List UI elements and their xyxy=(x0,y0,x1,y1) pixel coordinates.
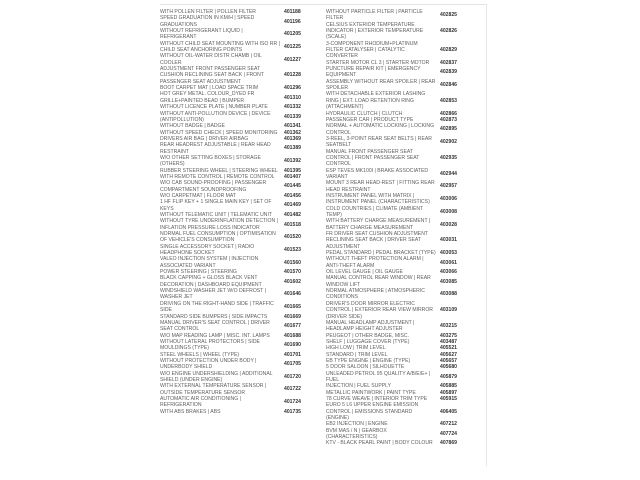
table-row xyxy=(160,275,326,288)
option-description: INSTRUMENT PANEL WITH MATRIX | INSTRUMENT PANEL (CHARACTERISTICS) xyxy=(326,192,430,206)
option-description: BLACK CAPPING + GLOSS BLACK VENT DECORATION | DASHBOARD EQUIPMENT xyxy=(160,275,262,288)
option-description: W/O OTHER SETTING BOXES | STORAGE (OTHERS) xyxy=(160,154,261,168)
table-row xyxy=(326,136,486,149)
option-code: 403487 xyxy=(440,338,457,345)
option-description: METALLIC PAINTWORK | PAINT TYPE xyxy=(326,389,416,396)
option-description: ASSEMBLY WITHOUT REAR SPOILER | REAR SPOILER xyxy=(326,78,436,92)
option-description: HOT GREY METAL. COLOUR_DYED FR GRILLE+PAINTED BEAD | BUMPER xyxy=(160,91,255,104)
option-code: 401560 xyxy=(284,259,301,266)
option-description: WITHOUT BADGE | BADGE xyxy=(160,123,225,130)
option-description: WITHOUT TYRE UNDERINFLATION DETECTION | INFLATION PRESSURE LOSS INDICATOR xyxy=(160,218,278,231)
option-code: 402853 xyxy=(440,97,457,104)
option-code: 403006 xyxy=(440,196,457,203)
option-code: 401646 xyxy=(284,291,301,298)
option-code: 401735 xyxy=(284,408,301,415)
option-description: 3-COMPONENT RHODIUM+PLATINUM FILTER CATALYSER | CATALYTIC CONVERTER xyxy=(326,40,418,60)
option-code: 401296 xyxy=(284,85,301,92)
option-code: 401188 xyxy=(284,9,301,15)
option-code: 401227 xyxy=(284,56,301,63)
left-column-group xyxy=(160,9,326,415)
option-description: WITHOUT LATERAL PROTECTORS | SIDE MOULDINGS (TYPE) xyxy=(160,338,260,352)
option-code: 401690 xyxy=(284,342,301,349)
table-row xyxy=(160,409,326,415)
table-row xyxy=(160,288,326,301)
option-code: 402944 xyxy=(440,170,457,177)
option-description: REAR HEADREST ADJUSTABLE | REAR HEAD RESTRAINT xyxy=(160,142,271,155)
option-code: 401362 xyxy=(284,129,301,136)
option-description: WITH REMOTE CONTROL | REMOTE CONTROL xyxy=(160,173,275,180)
option-description: WINDSHIELD WASHER JET W/O DEFROST | WASHER JET xyxy=(160,288,266,301)
table-row xyxy=(326,440,486,446)
table-row xyxy=(160,155,326,168)
option-code: 403109 xyxy=(440,307,457,314)
option-code: 403215 xyxy=(440,323,457,330)
table-row xyxy=(326,231,486,250)
option-description: 5 DOOR SALOON | SILHOUETTE xyxy=(326,364,405,371)
option-description: WITHOUT LICENCE PLATE | NUMBER PLATE xyxy=(160,104,268,111)
table-row xyxy=(326,402,486,421)
option-code: 402895 xyxy=(440,126,457,133)
option-description: MANUAL FRONT PASSENGER SEAT CONTROL | FRONT PASSENGER SEAT CONTROL xyxy=(326,148,420,168)
option-description: WITHOUT ANTI-POLLUTION DEVICE | DEVICE (ANTIPOLLUTION) xyxy=(160,110,271,123)
option-description: WITH EXTERNAL TEMPERATURE SENSOR | OUTSIDE TEMPERATURE SENSOR xyxy=(160,383,267,396)
table-row xyxy=(160,53,326,66)
option-description: POWER STEERING | STEERING xyxy=(160,269,237,276)
option-code: 402873 xyxy=(440,116,457,123)
option-code: 401665 xyxy=(284,303,301,310)
option-code: 403088 xyxy=(440,291,457,298)
option-description: STARTER MOTOR CL 3 | STARTER MOTOR xyxy=(326,59,430,66)
right-divider-rule xyxy=(486,4,487,466)
option-description: W/O MAP READING LAMP | MISC. INT. LAMPS xyxy=(160,332,270,339)
option-code: 401523 xyxy=(284,246,301,253)
table-row xyxy=(160,244,326,257)
table-row xyxy=(160,142,326,155)
option-code: 401720 xyxy=(284,373,301,380)
option-description: MANUAL CONTROL REAR WINDOW | REAR WINDOW LIFT xyxy=(326,275,431,288)
table-row xyxy=(160,256,326,269)
option-description: WITH POLLEN FILTER | POLLEN FILTER xyxy=(160,9,256,15)
option-code: 401602 xyxy=(284,278,301,285)
option-code: 405885 xyxy=(440,383,457,390)
option-code: 401445 xyxy=(284,183,301,190)
table-row xyxy=(326,301,486,320)
option-description: SPEED GRADUATION IN KM/H | SPEED GRADUATIONS xyxy=(160,15,255,28)
option-code: 403053 xyxy=(440,250,457,257)
option-code: 401677 xyxy=(284,323,301,330)
option-description: 3-REEL, 3-POINT REAR SEAT BELTS | REAR SEATBELT xyxy=(326,135,432,149)
option-description: WITHOUT CHILD SEAT MOUNTING WITH ISO RR | CHILD SEAT ANCHORING POINTS xyxy=(160,40,280,54)
option-description: WITHOUT OIL-WATER DISTR CHAMB | OIL COOLER xyxy=(160,53,262,66)
option-code: 402825 xyxy=(440,12,457,19)
option-code: 403066 xyxy=(440,269,457,276)
option-description: W/O ENGINE UNDERSHIELDING | ADDITIONAL SHIELD (UNDER ENGINE) xyxy=(160,370,273,383)
option-code: 402829 xyxy=(440,47,457,54)
option-description: EURO 5 L6 UPPER ENGINE EMISSION CONTROL | EMISSIONS STANDARD (ENGINE) xyxy=(326,402,419,421)
option-description: RUBBER STEERING WHEEL | STEERING WHEEL xyxy=(160,167,278,174)
option-code: 401407 xyxy=(284,173,301,180)
option-code: 406405 xyxy=(440,408,457,415)
option-code: 401392 xyxy=(284,158,301,165)
option-description: DRIVERS AIR BAG | DRIVER AIRBAG xyxy=(160,135,249,142)
table-row xyxy=(326,66,486,79)
table-row xyxy=(160,91,326,104)
table-row xyxy=(326,218,486,231)
table-row xyxy=(160,383,326,396)
option-description: OIL LEVEL GAUGE | OIL GAUGE xyxy=(326,269,403,276)
option-description: BVM MAS / N | GEARBOX (CHARACTERISTICS) xyxy=(326,427,387,441)
option-description: STEEL WHEELS | WHEEL (TYPE) xyxy=(160,351,240,358)
option-description: 78 CURVE WEAVE | INTERIOR TRIM TYPE xyxy=(326,395,428,402)
option-description: DRIVER'S DOOR MIRROR ELECTRIC CONTROL | EXTERIOR REAR VIEW MIRROR (DRIVER SIDE) xyxy=(326,300,433,320)
option-code: 401196 xyxy=(284,18,301,25)
option-code: 405915 xyxy=(440,395,457,402)
option-code: 401570 xyxy=(284,269,301,276)
option-code: 403008 xyxy=(440,208,457,215)
option-code: 401228 xyxy=(284,72,301,79)
option-description: W/O CARPETMAT | FLOOR MAT xyxy=(160,192,237,199)
option-description: COLD COUNTRIES | CLIMATE (AMBIENT TEMP) xyxy=(326,205,424,218)
option-description: 1 HF FLIP KEY + 1 SINGLE MAIN KEY | SET OF KEYS xyxy=(160,199,272,212)
option-code: 405521 xyxy=(440,345,457,352)
option-code: 401669 xyxy=(284,313,301,320)
table-row xyxy=(160,15,326,28)
option-code: 401456 xyxy=(284,192,301,199)
table-row xyxy=(326,428,486,441)
option-description: WITH DETACHABLE EXTERIOR LASHING RING | EXT. LOAD RETENTION RING (ATTACHMENT) xyxy=(326,91,426,111)
option-description: WITH BATTERY CHARGE MEASUREMENT | BATTERY CHARGE MEASUREMENT xyxy=(326,218,431,231)
table-row xyxy=(326,180,486,193)
option-description: WITHOUT PARTICLE FILTER | PARTICLE FILTER xyxy=(326,9,423,22)
option-description: WITHOUT REFRIGERANT LIQUID | REFRIGERANT xyxy=(160,28,243,41)
option-code: 401389 xyxy=(284,145,301,152)
option-code: 405897 xyxy=(440,389,457,396)
table-row xyxy=(160,301,326,314)
option-code: 402866 xyxy=(440,110,457,117)
option-description: PEDAL STANDARD | PEDAL BRACKET (TYPE) xyxy=(326,250,436,257)
option-code: 401482 xyxy=(284,212,301,218)
option-description: MANUAL HEADLAMP ADJUSTMENT | HEADLAMP HEIGHT ADJUSTER xyxy=(326,319,415,333)
option-description: PUNCTURE REPAIR KIT | EMERGENCY EQUIPMENT xyxy=(326,66,421,79)
option-code-table xyxy=(160,9,486,447)
option-description: SINGLE ACCESSORY SOCKET | RADIO HEADPHONE SOCKET xyxy=(160,243,255,257)
table-row xyxy=(160,111,326,124)
option-description: WITHOUT SPEED CHECK | SPEED MONITORING xyxy=(160,129,278,136)
table-row xyxy=(160,358,326,371)
option-code: 402826 xyxy=(440,28,457,35)
option-code: 401469 xyxy=(284,202,301,209)
option-description: BOOT CARPET MAT | LOAD SPACE TRIM xyxy=(160,85,259,92)
table-row xyxy=(160,199,326,212)
option-description: EB2 INJECTION | ENGINE xyxy=(326,421,388,428)
option-description: PEUGEOT | OTHER BADGE, MISC. xyxy=(326,332,410,339)
table-row xyxy=(326,22,486,41)
option-description: PASSENGER CAR | PRODUCT TYPE xyxy=(326,116,414,123)
option-description: MOUNT 3 REAR HEAD-REST | FITTING REAR HEAD RESTRAINT xyxy=(326,180,435,193)
table-row xyxy=(326,193,486,206)
option-code: 401341 xyxy=(284,123,301,130)
option-code: 402837 xyxy=(440,59,457,66)
option-code: 402846 xyxy=(440,81,457,88)
option-code: 402957 xyxy=(440,183,457,190)
table-row xyxy=(326,123,486,136)
option-description: W/O CAB SOUND-PROOFING | PASSENGER COMPARTMENT SOUNDPROOFING xyxy=(160,180,267,193)
table-row xyxy=(326,79,486,92)
option-code: 401701 xyxy=(284,351,301,358)
table-row xyxy=(160,218,326,231)
option-code: 401310 xyxy=(284,94,301,101)
right-column-group xyxy=(326,9,486,447)
option-code: 405879 xyxy=(440,373,457,380)
option-description: SHELF | LUGGAGE COVER (TYPE) xyxy=(326,338,410,345)
option-description: WITHOUT TELEMATIC UNIT | TELEMATIC UNIT xyxy=(160,212,272,218)
table-row xyxy=(326,320,486,333)
option-code: 403028 xyxy=(440,221,457,228)
option-code: 401705 xyxy=(284,361,301,368)
option-description: WITHOUT THEFT PROTECTION ALARM | ANTI-THEFT ALARM xyxy=(326,256,424,269)
option-description: STANDARD SIDE BUMPERS | SIDE IMPACTS xyxy=(160,313,268,320)
table-row xyxy=(160,396,326,409)
option-description: HYDRAULIC CLUTCH | CLUTCH xyxy=(326,110,403,117)
option-code: 402935 xyxy=(440,154,457,161)
option-description: STANDARD | TRIM LEVEL xyxy=(326,351,388,358)
option-description: NORMAL FUEL CONSUMPTION | OPTIMISATION OF VEHICLE'S CONSUMPTION xyxy=(160,231,276,244)
option-code: 401688 xyxy=(284,332,301,339)
option-description: NORMAL ATMOSPHERE | ATMOSPHERIC CONDITIONS xyxy=(326,288,425,301)
option-code: 401724 xyxy=(284,399,301,406)
table-row xyxy=(160,28,326,41)
option-code: 403061 xyxy=(440,259,457,266)
option-description: ESP TEVES MK100I | BRAKE ASSOCIATED VARIANT xyxy=(326,167,429,180)
right-entries xyxy=(326,9,486,447)
option-description: UNLEADED PETROL 95 QUALITY A/B/E/E+ | FUEL xyxy=(326,370,431,383)
option-code: 401332 xyxy=(284,104,301,111)
option-code: 405657 xyxy=(440,357,457,364)
option-code: 407869 xyxy=(440,440,457,447)
table-row xyxy=(326,256,486,269)
option-description: ADJUSTMENT FRONT PASSENGER SEAT CUSHION RECLINING SEAT BACK | FRONT PASSENGER SEAT ADJUSTMENT xyxy=(160,66,264,85)
option-description: EB TYPE ENGINE | ENGINE (TYPE) xyxy=(326,357,411,364)
table-row xyxy=(160,371,326,384)
option-description: CELSIUS EXTERIOR TEMPERATURE INDICATOR | EXTERIOR TEMPERATURE (SCALE) xyxy=(326,21,424,41)
table-row xyxy=(160,231,326,244)
table-row xyxy=(326,288,486,301)
option-code: 401518 xyxy=(284,221,301,228)
option-code: 402839 xyxy=(440,69,457,76)
option-description: NORMAL + AUTOMATIC LOCKING | LOCKING CONTROL xyxy=(326,123,435,136)
option-code: 405680 xyxy=(440,364,457,371)
table-row xyxy=(326,149,486,168)
left-entries xyxy=(160,9,326,415)
option-description: MANUAL DRIVER'S SEAT CONTROL | DRIVER SEAT CONTROL xyxy=(160,319,270,333)
table-row xyxy=(326,168,486,181)
table-row xyxy=(160,41,326,54)
option-code: 402902 xyxy=(440,139,457,146)
option-code: 407724 xyxy=(440,430,457,437)
option-description: DRIVING ON THE RIGHT-HAND SIDE | TRAFFIC SIDE xyxy=(160,300,274,314)
option-code: 405627 xyxy=(440,351,457,358)
option-description: HIGH LOW | TRIM LEVEL xyxy=(326,345,386,352)
table-row xyxy=(326,9,486,22)
option-code: 403085 xyxy=(440,278,457,285)
table-row xyxy=(326,41,486,60)
table-row xyxy=(160,339,326,352)
option-description: INJECTION | FUEL SUPPLY xyxy=(326,383,392,390)
option-description: AUTOMATIC AIR CONDITIONING | REFRIGERATION xyxy=(160,395,241,409)
option-code: 407212 xyxy=(440,421,457,428)
table-row xyxy=(160,320,326,333)
option-code: 401520 xyxy=(284,234,301,241)
table-row xyxy=(326,91,486,110)
option-code: 403275 xyxy=(440,332,457,339)
table-row xyxy=(326,275,486,288)
option-code: 401395 xyxy=(284,167,301,174)
option-description: VALEO INJECTION SYSTEM | INJECTION ASSOCIATED VARIANT xyxy=(160,256,259,269)
table-row xyxy=(326,371,486,384)
table-row xyxy=(160,66,326,85)
option-code: 403031 xyxy=(440,237,457,244)
option-code: 401225 xyxy=(284,43,301,50)
option-description: WITH ABS BRAKES | ABS xyxy=(160,408,221,415)
option-description: WITHOUT PROTECTION UNDER BODY | UNDERBODY SHIELD xyxy=(160,357,257,371)
option-code: 401369 xyxy=(284,135,301,142)
option-description: FR DRIVER SEAT CUSHION ADJUSTMENT RECLINING SEAT BACK | DRIVER SEAT ADJUSTMENT xyxy=(326,231,428,250)
table-row xyxy=(160,180,326,193)
table-row xyxy=(326,206,486,219)
option-description: KTV - BLACK PEARL PAINT | BODY COLOUR xyxy=(326,440,433,447)
option-code: 401722 xyxy=(284,386,301,393)
option-code: 401205 xyxy=(284,31,301,38)
option-code: 401339 xyxy=(284,113,301,120)
top-divider-rule xyxy=(160,4,486,5)
